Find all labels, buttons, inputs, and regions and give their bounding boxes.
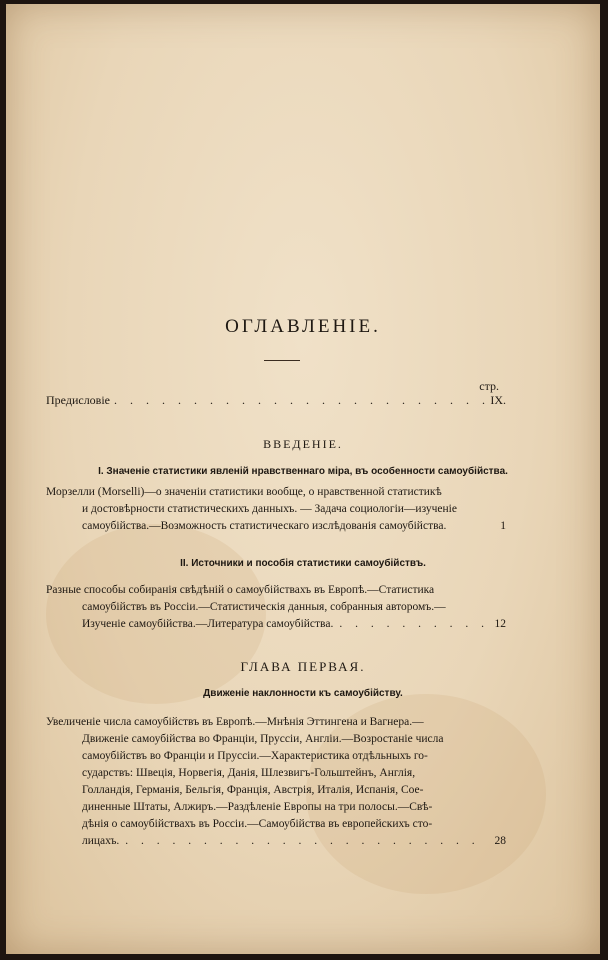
entry-line: Увеличенiе числа самоубiйствъ въ Европѣ.—Мнѣнiя Эттингена и Вагнера.— <box>46 716 424 728</box>
section-subtitle: II. Источники и пособiя статистики самоубiйствъ. <box>180 558 426 569</box>
toc-entry-chapter-1 <box>46 714 506 850</box>
entry-line: Разные способы собиранiя свѣдѣнiй о самоубiйствахъ въ Европѣ.—Статистика <box>46 584 435 596</box>
entry-line: самоубiйствъ во Францiи и Пруссiи.—Характеристика отдѣльныхъ го- <box>82 750 428 762</box>
section-heading-introduction: ВВЕДЕНIЕ. <box>263 437 343 451</box>
entry-line: самоубiйствъ въ Россiи.—Статистическiя данныя, собранныя авторомъ.— <box>82 601 446 613</box>
entry-line-last <box>46 833 506 850</box>
entry-line: и достовѣрности статистическихъ данныхъ. — Задача социологiи—изученiе <box>82 503 457 515</box>
chapter-heading: ГЛАВА ПЕРВАЯ. <box>240 659 366 674</box>
toc-entry-preface <box>46 393 506 408</box>
section-subtitle: I. Значенiе статистики явленiй нравственнаго мiра, въ особенности самоубiйства. <box>98 466 508 477</box>
entry-line-last <box>46 616 506 633</box>
leader-dots <box>339 616 486 633</box>
toc-entry-section-1 <box>46 484 506 535</box>
leader-dots <box>125 833 486 850</box>
page-title: ОГЛАВЛЕНIЕ. <box>225 316 381 337</box>
chapter-subtitle: Движенiе наклонности къ самоубiйству. <box>203 688 403 699</box>
book-page <box>6 4 600 954</box>
entry-line: Голландiя, Германiя, Бельгiя, Францiя, Австрiя, Италiя, Испанiя, Сое- <box>82 784 424 796</box>
toc-entry-page: 1 <box>500 520 506 532</box>
entry-line: Морзелли (Morselli)—о значенiи статистики вообще, о нравственной статистикѣ <box>46 486 442 498</box>
entry-line: сударствъ: Швецiя, Норвегiя, Данiя, Шлезвигъ-Гольштейнъ, Англiя, <box>82 767 416 779</box>
toc-entry-page: 12 <box>494 618 506 630</box>
entry-line: диненные Штаты, Алжиръ.—Раздѣленiе Европы на три полосы.—Свѣ- <box>82 801 433 813</box>
entry-line: Движенiе самоубiйства во Францiи, Пруссiи, Англiи.—Возростанiе числа <box>82 733 444 745</box>
toc-entry-page: IX. <box>490 393 506 407</box>
entry-line-text: Изученiе самоубiйства.—Литература самоубiйства. <box>82 618 334 630</box>
leader-dots <box>114 393 486 408</box>
entry-line-text: лицахъ. <box>82 835 120 847</box>
toc-entry-page: 28 <box>494 835 506 847</box>
page-column-label: стр. <box>479 379 499 393</box>
toc-entry-label: Предисловiе <box>46 393 111 407</box>
entry-line-last <box>46 518 506 535</box>
toc-entry-section-2 <box>46 582 506 633</box>
title-rule <box>264 360 300 361</box>
entry-line-text: самоубiйства.—Возможность статистическаго изслѣдованiя самоубiйства. <box>82 520 447 532</box>
entry-line: дѣнiя о самоубiйствахъ въ Россiи.—Самоубiйства въ европейскихъ сто- <box>82 818 433 830</box>
